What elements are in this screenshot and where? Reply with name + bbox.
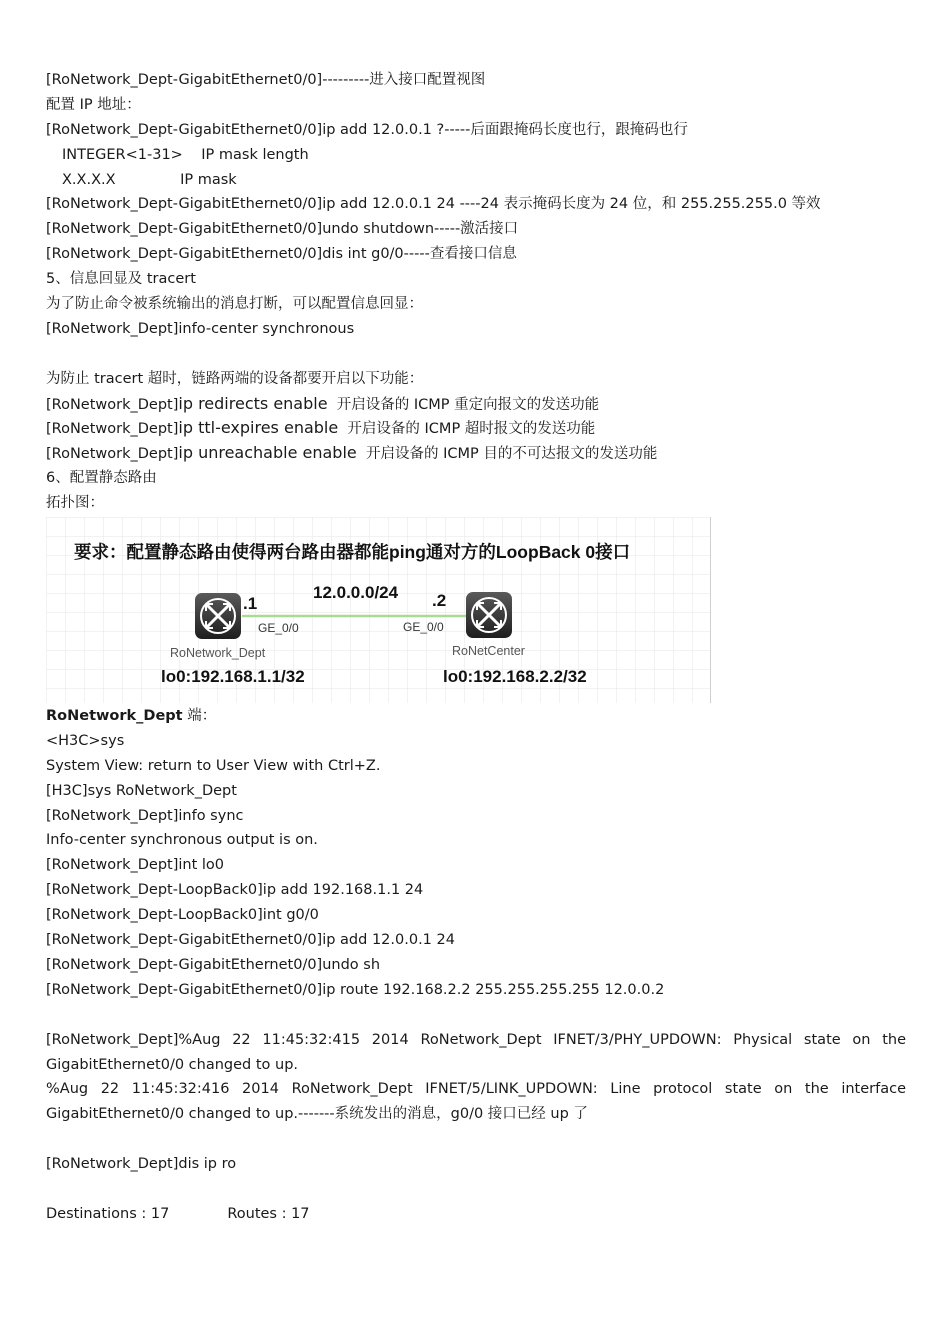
device-name: RoNetwork_Dept — [46, 708, 183, 725]
right-interface-label: GE_0/0 — [403, 620, 444, 635]
command: ip unreachable enable — [178, 443, 357, 463]
icmp-command-line — [46, 392, 906, 417]
section-heading: 6、配置静态路由 — [46, 470, 157, 487]
routes-count: Routes : 17 — [227, 1205, 310, 1222]
text-line: [RoNetwork_Dept-GigabitEthernet0/0]ip add 12.0.0.1 24 — [46, 932, 455, 949]
command: ip redirects enable — [178, 393, 328, 413]
topology-diagram — [46, 517, 711, 703]
left-interface-label: GE_0/0 — [258, 621, 299, 636]
log-line: GigabitEthernet0/0 changed to up. — [46, 1056, 299, 1073]
left-host-label: .1 — [243, 594, 258, 614]
left-router-name: RoNetwork_Dept — [170, 646, 266, 661]
text-line: Info-center synchronous output is on. — [46, 832, 318, 849]
prompt: [RoNetwork_Dept] — [46, 446, 179, 463]
text-line: [RoNetwork_Dept]int lo0 — [46, 857, 225, 874]
text-line: INTEGER<1-31> IP mask length — [62, 146, 309, 163]
text-line: [H3C]sys RoNetwork_Dept — [46, 782, 237, 799]
text-line: [RoNetwork_Dept-GigabitEthernet0/0]dis int g0/0-----查看接口信息 — [46, 246, 517, 263]
right-loopback-label: lo0:192.168.2.2/32 — [443, 667, 587, 687]
right-router-name: RoNetCenter — [452, 644, 525, 659]
prompt: [RoNetwork_Dept] — [46, 421, 179, 438]
text-line: [RoNetwork_Dept-GigabitEthernet0/0]undo shutdown-----激活接口 — [46, 221, 519, 238]
text-line: [RoNetwork_Dept-LoopBack0]int g0/0 — [46, 907, 319, 924]
text-line: [RoNetwork_Dept-GigabitEthernet0/0]---------进入接口配置视图 — [46, 72, 486, 88]
log-line: [RoNetwork_Dept]%Aug 22 11:45:32:415 2014 RoNetwork_Dept IFNET/3/PHY_UPDOWN: Physical state on the — [46, 1031, 906, 1048]
text-line: System View: return to User View with Ctrl+Z. — [46, 757, 381, 774]
prompt: [RoNetwork_Dept] — [46, 396, 179, 413]
section-heading: 5、信息回显及 tracert — [46, 271, 196, 288]
text-line: 配置 IP 地址： — [46, 96, 141, 113]
device-heading — [46, 704, 906, 729]
icmp-command-line — [46, 441, 906, 466]
router-icon — [195, 593, 241, 639]
text-line: 拓扑图： — [46, 495, 104, 512]
description: 开启设备的 ICMP 目的不可达报文的发送功能 — [356, 446, 658, 463]
text-line: [RoNetwork_Dept-GigabitEthernet0/0]ip add 12.0.0.1 24 ----24 表示掩码长度为 24 位，和 255.255.255.0 等效 — [46, 196, 821, 213]
command: ip ttl-expires enable — [178, 418, 339, 438]
router-icon — [466, 592, 512, 638]
left-loopback-label: lo0:192.168.1.1/32 — [161, 667, 305, 687]
route-summary — [46, 1202, 906, 1227]
log-line: GigabitEthernet0/0 changed to up.-------系统发出的消息，g0/0 接口已经 up 了 — [46, 1106, 588, 1123]
text-line: [RoNetwork_Dept-GigabitEthernet0/0]undo sh — [46, 956, 381, 973]
blank-line — [46, 1127, 906, 1152]
text-line: [RoNetwork_Dept-GigabitEthernet0/0]ip add 12.0.0.1 ?-----后面跟掩码长度也行，跟掩码也行 — [46, 121, 688, 138]
text-line: 为防止 tracert 超时，链路两端的设备都要开启以下功能： — [46, 370, 424, 387]
blank-line — [46, 1003, 906, 1028]
text-line: [RoNetwork_Dept-LoopBack0]ip add 192.168.1.1 24 — [46, 882, 424, 899]
right-host-label: .2 — [432, 591, 447, 611]
diagram-title: 要求：配置静态路由使得两台路由器都能ping通对方的LoopBack 0接口 — [74, 542, 631, 563]
text-line: [RoNetwork_Dept]info-center synchronous — [46, 320, 355, 337]
device-heading-suffix: 端： — [182, 708, 217, 725]
log-line: %Aug 22 11:45:32:416 2014 RoNetwork_Dept IFNET/5/LINK_UPDOWN: Line protocol state on the interface — [46, 1081, 906, 1098]
text-line: [RoNetwork_Dept-GigabitEthernet0/0]ip route 192.168.2.2 255.255.255.255 12.0.0.2 — [46, 981, 665, 998]
text-line: [RoNetwork_Dept]dis ip ro — [46, 1156, 237, 1173]
text-line: 为了防止命令被系统输出的消息打断，可以配置信息回显： — [46, 296, 423, 313]
text-line: <H3C>sys — [46, 732, 125, 749]
destinations-count: Destinations : 17 — [46, 1205, 170, 1222]
blank-line — [46, 1177, 906, 1202]
icmp-command-line — [46, 416, 906, 441]
text-line: [RoNetwork_Dept]info sync — [46, 807, 244, 824]
text-line: X.X.X.X IP mask — [62, 171, 237, 188]
description: 开启设备的 ICMP 超时报文的发送功能 — [338, 421, 596, 438]
blank-line — [46, 342, 906, 367]
network-label: 12.0.0.0/24 — [313, 583, 399, 603]
document-page — [46, 68, 906, 1227]
description: 开启设备的 ICMP 重定向报文的发送功能 — [327, 396, 600, 413]
